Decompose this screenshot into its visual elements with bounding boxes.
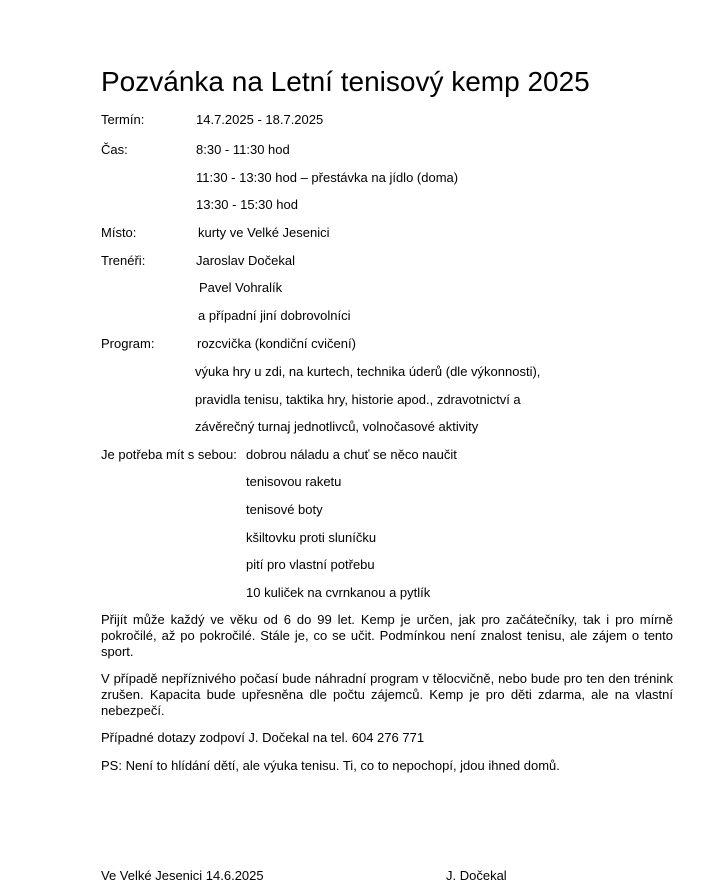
program-line: rozcvička (kondiční cvičení) [197, 336, 356, 351]
ps-paragraph: PS: Není to hlídání dětí, ale výuka tenisu. Ti, co to nepochopí, jdou ihned domů. [101, 758, 560, 773]
document-title: Pozvánka na Letní tenisový kemp 2025 [101, 66, 590, 97]
footer-signature: J. Dočekal [446, 868, 507, 883]
cas-line: 8:30 - 11:30 hod [196, 142, 290, 157]
contact-paragraph: Případné dotazy zodpoví J. Dočekal na tel. 604 276 771 [101, 730, 425, 745]
program-line: závěrečný turnaj jednotlivců, volnočasové aktivity [195, 419, 479, 434]
treneri-label: Trenéři: [101, 253, 146, 268]
sebou-item: tenisovou raketu [246, 474, 342, 489]
trener-line: a případní jiní dobrovolníci [198, 308, 351, 323]
misto-label: Místo: [101, 225, 137, 240]
weather-paragraph: V případě nepříznivého počasí bude náhradní program v tělocvičně, nebo bude pro ten den trénink zrušen. Kapacita bude upřesněna dle počtu zájemců. Kemp je pro děti zdarma, ale na vlastní nebezpečí. [101, 671, 673, 718]
cas-line: 13:30 - 15:30 hod [196, 197, 298, 212]
program-line: výuka hry u zdi, na kurtech, technika úderů (dle výkonnosti), [195, 364, 541, 379]
sebou-item: pití pro vlastní potřebu [246, 557, 375, 572]
trener-line: Pavel Vohralík [199, 280, 283, 295]
program-label: Program: [101, 336, 155, 351]
sebou-label: Je potřeba mít s sebou: [101, 447, 237, 462]
termin-value: 14.7.2025 - 18.7.2025 [196, 112, 324, 127]
footer-place-date: Ve Velké Jesenici 14.6.2025 [101, 868, 264, 883]
sebou-first: dobrou náladu a chuť se něco naučit [246, 447, 457, 462]
program-line: pravidla tenisu, taktika hry, historie apod., zdravotnictví a [195, 392, 521, 407]
cas-line: 11:30 - 13:30 hod – přestávka na jídlo (doma) [196, 170, 459, 185]
sebou-item: 10 kuliček na cvrnkanou a pytlík [246, 585, 431, 600]
trener-line: Jaroslav Dočekal [196, 253, 295, 268]
cas-label: Čas: [101, 142, 128, 157]
sebou-item: kšiltovku proti sluníčku [246, 530, 377, 545]
info-paragraph: Přijít může každý ve věku od 6 do 99 let. Kemp je určen, jak pro začátečníky, tak i pro mírně pokročilé, až po pokročilé. Stále je, co se učit. Podmínkou není znalost tenisu, ale zájem o tento sport. [101, 612, 673, 659]
misto-value: kurty ve Velké Jesenici [198, 225, 330, 240]
sebou-item: tenisové boty [246, 502, 323, 517]
termin-label: Termín: [101, 112, 145, 127]
